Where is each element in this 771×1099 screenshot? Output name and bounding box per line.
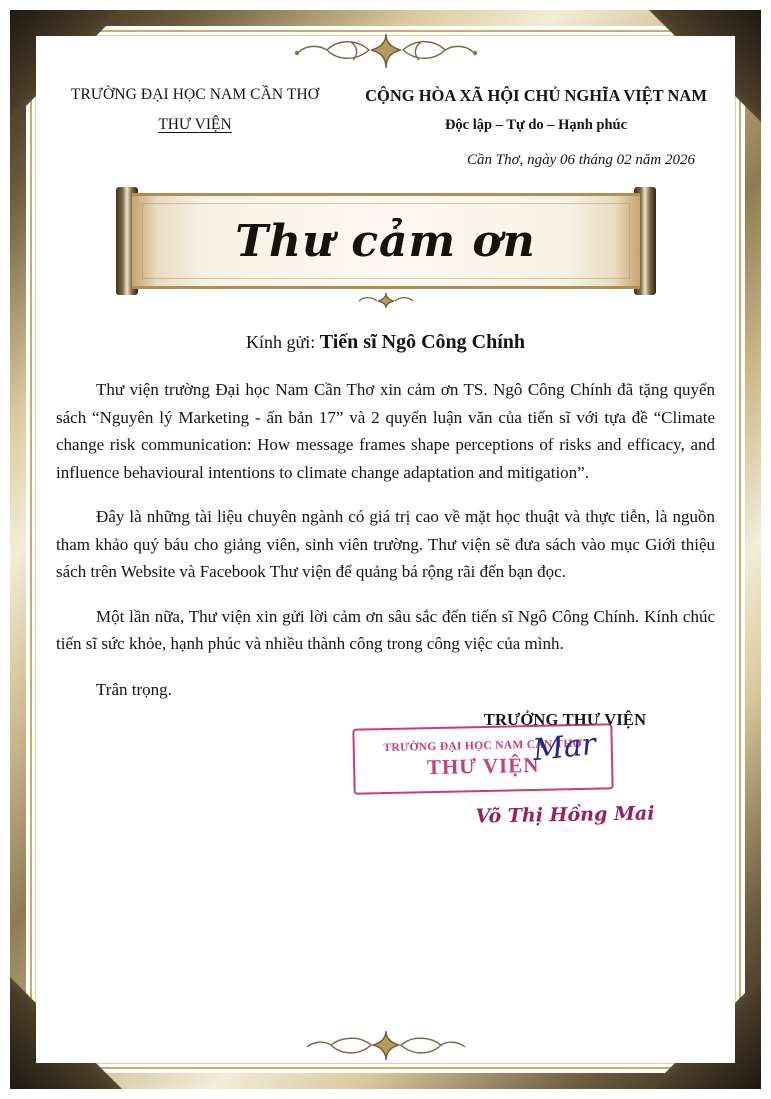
recipient-line [56,331,715,354]
letterhead-nation [357,86,715,134]
stamp-line-1: TRƯỜNG ĐẠI HỌC NAM CẦN THƠ [383,738,583,755]
organization-name: TRƯỜNG ĐẠI HỌC NAM CẦN THƠ [70,86,320,103]
stamp-line-2: THƯ VIỆN [426,752,540,779]
signature-block [383,709,715,828]
dateline: Cần Thơ, ngày 06 tháng 02 năm 2026 [466,152,695,168]
organization-unit: THƯ VIỆN [158,116,232,133]
closing-line: Trân trọng. [96,679,172,699]
recipient-label: Kính gửi: [245,332,316,352]
body-paragraph-2: Đây là những tài liệu chuyên ngành có giá trị cao về mặt học thuật và thực tiễn, là nguồn tham khảo quý báu cho giảng viên, sinh viên trường. Thư viện sẽ đưa sách vào mục Giới thiệu sách trên Website và Facebook Thư viện để quảng bá rộng rãi đến bạn đọc. [56,507,715,582]
signatory-title: TRƯỞNG THƯ VIỆN [483,709,647,729]
banner-knot-icon [100,291,672,313]
page-title: Thư cảm ơn [235,215,536,267]
banner-body [132,193,640,289]
recipient-name: Tiến sĩ Ngô Công Chính [319,331,526,353]
body-paragraph-1: Thư viện trường Đại học Nam Cần Thơ xin cảm ơn TS. Ngô Công Chính đã tặng quyển sách “Nguyên lý Marketing - ấn bản 17” và 2 quyển luận văn của tiến sĩ với tựa đề “Climate change risk communication: How message frames shape perceptions of risks and efficacy, and influence behavioural intentions to climate change adaptation and mitigation”. [56,380,715,482]
nation-title: CỘNG HÒA XÃ HỘI CHỦ NGHĨA VIỆT NAM [365,86,707,105]
document-content [56,86,715,826]
nation-motto: Độc lập – Tự do – Hạnh phúc [444,117,628,133]
letterhead-organization [56,86,334,134]
letterhead [56,86,715,134]
body-paragraph-3: Một lần nữa, Thư viện xin gửi lời cảm ơn sâu sắc đến tiến sĩ Ngô Công Chính. Kính chúc tiến sĩ sức khỏe, hạnh phúc và nhiều thành công trong công việc của mình. [56,606,715,654]
signatory-name: Võ Thị Hồng Mai [475,802,655,828]
title-banner [100,193,672,289]
handwritten-signature: Mar [531,726,598,768]
